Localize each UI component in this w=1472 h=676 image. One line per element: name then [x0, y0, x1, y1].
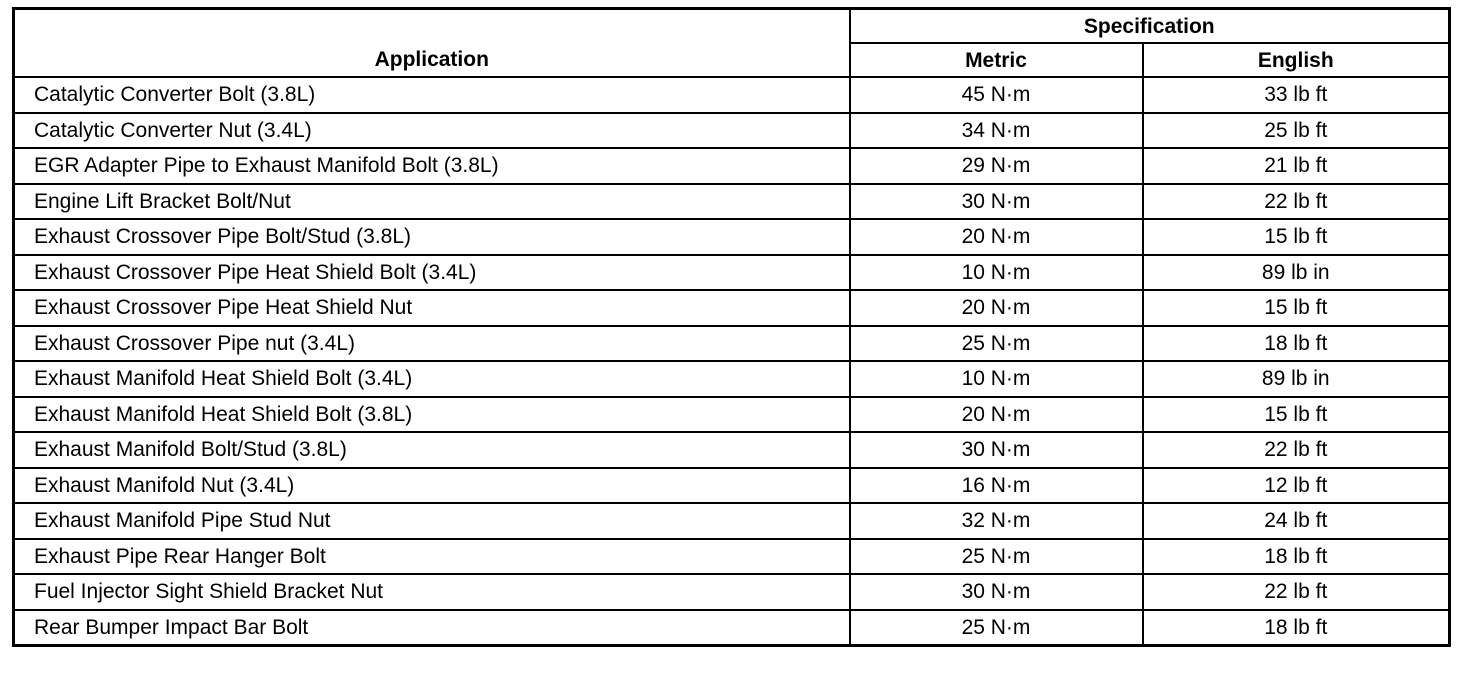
table-row	[14, 503, 1450, 539]
table-row	[14, 539, 1450, 575]
application-cell: Catalytic Converter Nut (3.4L)	[14, 113, 850, 149]
metric-value-cell: 25 N·m	[850, 326, 1143, 362]
metric-value-cell: 25 N·m	[850, 610, 1143, 646]
application-cell: Exhaust Crossover Pipe Bolt/Stud (3.8L)	[14, 219, 850, 255]
table-row	[14, 326, 1450, 362]
application-cell: Exhaust Pipe Rear Hanger Bolt	[14, 539, 850, 575]
application-cell: Exhaust Manifold Heat Shield Bolt (3.8L)	[14, 397, 850, 433]
application-cell: Exhaust Manifold Bolt/Stud (3.8L)	[14, 432, 850, 468]
torque-spec-table	[12, 7, 1451, 647]
table-row	[14, 432, 1450, 468]
table-row	[14, 610, 1450, 646]
application-cell: Fuel Injector Sight Shield Bracket Nut	[14, 574, 850, 610]
metric-value-cell: 20 N·m	[850, 290, 1143, 326]
metric-value-cell: 10 N·m	[850, 255, 1143, 291]
metric-value-cell: 30 N·m	[850, 432, 1143, 468]
application-column-header: Application	[14, 9, 850, 78]
metric-value-cell: 30 N·m	[850, 184, 1143, 220]
english-value-cell: 89 lb in	[1143, 361, 1450, 397]
application-cell: Catalytic Converter Bolt (3.8L)	[14, 77, 850, 113]
english-value-cell: 22 lb ft	[1143, 432, 1450, 468]
metric-value-cell: 20 N·m	[850, 219, 1143, 255]
english-value-cell: 89 lb in	[1143, 255, 1450, 291]
english-value-cell: 24 lb ft	[1143, 503, 1450, 539]
table-row	[14, 397, 1450, 433]
application-cell: EGR Adapter Pipe to Exhaust Manifold Bolt (3.8L)	[14, 148, 850, 184]
application-cell: Exhaust Crossover Pipe Heat Shield Bolt (3.4L)	[14, 255, 850, 291]
english-value-cell: 33 lb ft	[1143, 77, 1450, 113]
table-row	[14, 255, 1450, 291]
english-column-header: English	[1143, 43, 1450, 77]
header-row-top	[14, 9, 1450, 44]
metric-column-header: Metric	[850, 43, 1143, 77]
metric-value-cell: 20 N·m	[850, 397, 1143, 433]
english-value-cell: 12 lb ft	[1143, 468, 1450, 504]
application-cell: Exhaust Manifold Nut (3.4L)	[14, 468, 850, 504]
table-header	[14, 9, 1450, 78]
table-row	[14, 290, 1450, 326]
table-body	[14, 77, 1450, 646]
metric-value-cell: 30 N·m	[850, 574, 1143, 610]
english-value-cell: 18 lb ft	[1143, 326, 1450, 362]
metric-value-cell: 10 N·m	[850, 361, 1143, 397]
table-row	[14, 574, 1450, 610]
table-row	[14, 148, 1450, 184]
table-row	[14, 184, 1450, 220]
application-cell: Rear Bumper Impact Bar Bolt	[14, 610, 850, 646]
application-cell: Engine Lift Bracket Bolt/Nut	[14, 184, 850, 220]
table-row	[14, 77, 1450, 113]
table-row	[14, 219, 1450, 255]
application-cell: Exhaust Manifold Heat Shield Bolt (3.4L)	[14, 361, 850, 397]
metric-value-cell: 29 N·m	[850, 148, 1143, 184]
metric-value-cell: 32 N·m	[850, 503, 1143, 539]
english-value-cell: 15 lb ft	[1143, 397, 1450, 433]
application-cell: Exhaust Crossover Pipe Heat Shield Nut	[14, 290, 850, 326]
english-value-cell: 15 lb ft	[1143, 219, 1450, 255]
application-cell: Exhaust Crossover Pipe nut (3.4L)	[14, 326, 850, 362]
english-value-cell: 18 lb ft	[1143, 539, 1450, 575]
english-value-cell: 25 lb ft	[1143, 113, 1450, 149]
english-value-cell: 22 lb ft	[1143, 184, 1450, 220]
application-cell: Exhaust Manifold Pipe Stud Nut	[14, 503, 850, 539]
english-value-cell: 15 lb ft	[1143, 290, 1450, 326]
table-row	[14, 468, 1450, 504]
english-value-cell: 18 lb ft	[1143, 610, 1450, 646]
metric-value-cell: 45 N·m	[850, 77, 1143, 113]
english-value-cell: 21 lb ft	[1143, 148, 1450, 184]
table-row	[14, 113, 1450, 149]
specification-column-header: Specification	[850, 9, 1450, 44]
table-row	[14, 361, 1450, 397]
metric-value-cell: 25 N·m	[850, 539, 1143, 575]
english-value-cell: 22 lb ft	[1143, 574, 1450, 610]
metric-value-cell: 34 N·m	[850, 113, 1143, 149]
metric-value-cell: 16 N·m	[850, 468, 1143, 504]
